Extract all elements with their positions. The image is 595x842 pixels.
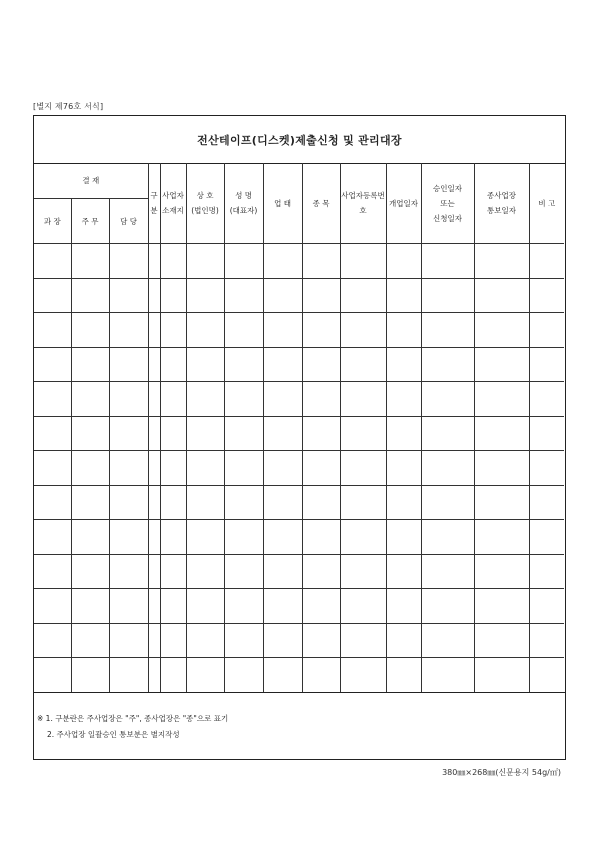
table-cell[interactable] [529,451,564,486]
table-cell[interactable] [71,451,109,486]
col-trade-name [186,163,224,244]
table-cell[interactable] [71,244,109,279]
table-cell[interactable] [421,278,474,313]
table-cell[interactable] [529,520,564,555]
table-cell[interactable] [71,313,109,348]
table-row [34,623,564,658]
table-cell[interactable] [109,623,148,658]
col-business-type: 업 태 [263,163,302,244]
table-cell[interactable] [34,278,71,313]
table-cell[interactable] [302,658,340,693]
table-cell[interactable] [71,485,109,520]
table-cell[interactable] [224,520,263,555]
table-cell[interactable] [340,520,386,555]
table-cell[interactable] [160,623,186,658]
table-cell[interactable] [263,278,302,313]
table-row [34,347,564,382]
col-remarks: 비 고 [529,163,564,244]
table-row [34,416,564,451]
table-cell[interactable] [529,416,564,451]
table-row [34,520,564,555]
table-cell[interactable] [302,416,340,451]
col-category: 종 목 [302,163,340,244]
table-cell[interactable] [386,313,421,348]
table-cell[interactable] [224,623,263,658]
table-cell[interactable] [386,244,421,279]
table-cell[interactable] [529,658,564,693]
table-cell[interactable] [421,658,474,693]
table-cell[interactable] [340,382,386,417]
table-cell[interactable] [386,347,421,382]
table-cell[interactable] [109,520,148,555]
table-cell[interactable] [186,589,224,624]
table-cell[interactable] [224,554,263,589]
table-cell[interactable] [148,554,160,589]
col-name-line-2: (대표자) [229,206,258,215]
table-cell[interactable] [340,589,386,624]
table-cell[interactable] [71,589,109,624]
table-cell[interactable] [109,416,148,451]
table-cell[interactable] [340,244,386,279]
table-cell[interactable] [302,278,340,313]
table-cell[interactable] [474,244,529,279]
table-cell[interactable] [109,485,148,520]
table-cell[interactable] [263,658,302,693]
table-cell[interactable] [34,416,71,451]
table-cell[interactable] [186,623,224,658]
table-cell[interactable] [263,485,302,520]
table-cell[interactable] [71,416,109,451]
table-cell[interactable] [71,382,109,417]
table-cell[interactable] [148,278,160,313]
table-cell[interactable] [160,554,186,589]
table-cell[interactable] [186,382,224,417]
approval-header: 결 재 [34,163,148,199]
table-cell[interactable] [421,347,474,382]
table-cell[interactable] [302,451,340,486]
register-body [34,244,564,693]
form-number: [별지 제76호 서식] [33,102,104,111]
table-cell[interactable] [474,451,529,486]
table-cell[interactable] [421,554,474,589]
table-cell[interactable] [421,485,474,520]
notes [34,692,565,759]
table-cell[interactable] [148,589,160,624]
paper-spec: 380㎜×268㎜(신문용지 54g/㎡) [442,768,561,777]
table-cell[interactable] [474,623,529,658]
table-cell[interactable] [160,347,186,382]
table-cell[interactable] [302,554,340,589]
table-cell[interactable] [224,313,263,348]
table-cell[interactable] [148,451,160,486]
table-cell[interactable] [34,520,71,555]
table-cell[interactable] [186,485,224,520]
table-cell[interactable] [160,451,186,486]
table-cell[interactable] [109,382,148,417]
table-cell[interactable] [148,520,160,555]
col-gubun-line-2: 분 [150,206,158,215]
table-cell[interactable] [224,589,263,624]
table-cell[interactable] [224,658,263,693]
table-cell[interactable] [302,485,340,520]
table-cell[interactable] [421,451,474,486]
table-cell[interactable] [34,485,71,520]
table-cell[interactable] [34,347,71,382]
table-cell[interactable] [529,244,564,279]
table-cell[interactable] [263,313,302,348]
table-cell[interactable] [302,623,340,658]
table-cell[interactable] [529,347,564,382]
table-cell[interactable] [302,244,340,279]
table-cell[interactable] [263,416,302,451]
table-cell[interactable] [224,416,263,451]
table-cell[interactable] [224,347,263,382]
table-cell[interactable] [302,347,340,382]
table-cell[interactable] [148,244,160,279]
table-row [34,589,564,624]
table-cell[interactable] [160,520,186,555]
table-cell[interactable] [160,278,186,313]
col-location [160,163,186,244]
table-cell[interactable] [386,623,421,658]
table-cell[interactable] [186,520,224,555]
table-cell[interactable] [34,382,71,417]
title-row [34,116,565,164]
table-cell[interactable] [386,278,421,313]
table-cell[interactable] [148,382,160,417]
note-1: ※ 1. 구분란은 주사업장은 "주", 종사업장은 "종"으로 표기 [37,714,229,723]
table-cell[interactable] [474,347,529,382]
table-cell[interactable] [340,347,386,382]
table-cell[interactable] [529,554,564,589]
table-cell[interactable] [421,244,474,279]
table-cell[interactable] [34,313,71,348]
table-cell[interactable] [474,278,529,313]
approval-lead: 주 무 [71,199,109,244]
table-cell[interactable] [386,589,421,624]
table-cell[interactable] [109,313,148,348]
table-cell[interactable] [421,520,474,555]
table-cell[interactable] [71,347,109,382]
table-cell[interactable] [224,382,263,417]
col-approval-date [421,163,474,244]
col-trade-name-line-2: (법인명) [191,206,219,215]
table-cell[interactable] [186,244,224,279]
table-cell[interactable] [386,416,421,451]
table-cell[interactable] [34,451,71,486]
table-cell[interactable] [302,382,340,417]
table-cell[interactable] [148,658,160,693]
table-cell[interactable] [148,347,160,382]
table-cell[interactable] [160,416,186,451]
col-approval-date-line-2: 또는 [440,198,455,208]
col-name [224,163,263,244]
table-cell[interactable] [160,313,186,348]
col-trade-name-line-1: 상 호 [196,191,214,200]
table-cell[interactable] [71,658,109,693]
table-cell[interactable] [186,451,224,486]
table-cell[interactable] [302,520,340,555]
table-cell[interactable] [109,347,148,382]
table-cell[interactable] [421,589,474,624]
table-cell[interactable] [160,589,186,624]
table-cell[interactable] [186,416,224,451]
table-row [34,554,564,589]
table-cell[interactable] [421,623,474,658]
table-row [34,451,564,486]
table-cell[interactable] [34,658,71,693]
table-cell[interactable] [386,520,421,555]
table-cell[interactable] [263,244,302,279]
table-cell[interactable] [386,451,421,486]
table-cell[interactable] [529,382,564,417]
table-cell[interactable] [160,485,186,520]
table-cell[interactable] [474,382,529,417]
table-cell[interactable] [71,554,109,589]
table-cell[interactable] [386,658,421,693]
table-cell[interactable] [340,451,386,486]
col-notice-date-line-1: 종사업장 [487,191,517,200]
table-cell[interactable] [160,244,186,279]
table-row [34,244,564,279]
table-cell[interactable] [474,554,529,589]
table-cell[interactable] [263,347,302,382]
col-gubun [148,163,160,244]
table-row [34,278,564,313]
table-cell[interactable] [263,623,302,658]
table-cell[interactable] [421,382,474,417]
col-name-line-1: 성 명 [235,191,252,200]
table-cell[interactable] [340,278,386,313]
col-reg-no: 사업자등록번호 [340,163,386,244]
table-cell[interactable] [386,382,421,417]
table-cell[interactable] [263,451,302,486]
table-cell[interactable] [302,589,340,624]
table-cell[interactable] [160,382,186,417]
table-cell[interactable] [340,623,386,658]
table-cell[interactable] [474,313,529,348]
table-cell[interactable] [34,623,71,658]
table-cell[interactable] [529,589,564,624]
table-cell[interactable] [186,278,224,313]
table-cell[interactable] [529,313,564,348]
table-cell[interactable] [386,554,421,589]
table-cell[interactable] [71,623,109,658]
table-cell[interactable] [302,313,340,348]
table-cell[interactable] [340,658,386,693]
table-cell[interactable] [148,313,160,348]
table-cell[interactable] [109,278,148,313]
table-cell[interactable] [71,520,109,555]
table-cell[interactable] [186,347,224,382]
col-approval-date-line-1: 승인일자 [433,183,463,193]
table-cell[interactable] [148,485,160,520]
table-cell[interactable] [34,244,71,279]
table-cell[interactable] [263,520,302,555]
table-row [34,382,564,417]
note-2: 2. 주사업장 일괄승인 통보분은 별지작성 [47,730,180,739]
form-frame [33,115,566,760]
table-cell[interactable] [34,589,71,624]
table-cell[interactable] [186,313,224,348]
table-cell[interactable] [34,554,71,589]
table-cell[interactable] [386,485,421,520]
table-cell[interactable] [529,278,564,313]
table-cell[interactable] [186,658,224,693]
col-approval-date-line-3: 신청일자 [433,213,463,223]
col-open-date: 개업일자 [386,163,421,244]
table-cell[interactable] [109,589,148,624]
table-cell[interactable] [224,278,263,313]
table-cell[interactable] [263,382,302,417]
table-cell[interactable] [529,623,564,658]
table-cell[interactable] [160,658,186,693]
table-cell[interactable] [340,554,386,589]
col-gubun-line-1: 구 [150,191,158,200]
table-cell[interactable] [340,416,386,451]
table-cell[interactable] [109,451,148,486]
table-cell[interactable] [148,623,160,658]
table-cell[interactable] [421,416,474,451]
register-table [34,163,564,693]
table-row [34,313,564,348]
table-cell[interactable] [109,554,148,589]
table-cell[interactable] [224,244,263,279]
table-cell[interactable] [474,416,529,451]
table-cell[interactable] [109,658,148,693]
table-cell[interactable] [148,416,160,451]
table-cell[interactable] [109,244,148,279]
approval-staff: 담 당 [109,199,148,244]
approval-manager: 과 장 [34,199,71,244]
table-cell[interactable] [263,589,302,624]
table-cell[interactable] [186,554,224,589]
table-cell[interactable] [529,485,564,520]
table-cell[interactable] [421,313,474,348]
table-cell[interactable] [224,485,263,520]
col-location-line-1: 사업자 [162,191,184,200]
table-cell[interactable] [71,278,109,313]
table-cell[interactable] [224,451,263,486]
table-row [34,485,564,520]
table-cell[interactable] [340,313,386,348]
table-cell[interactable] [474,589,529,624]
form-title: 전산테이프(디스켓)제출신청 및 관리대장 [197,133,402,147]
table-cell[interactable] [474,658,529,693]
col-notice-date-line-2: 통보일자 [487,206,517,215]
table-cell[interactable] [340,485,386,520]
table-row [34,658,564,693]
table-cell[interactable] [474,520,529,555]
col-location-line-2: 소재지 [162,206,184,215]
col-notice-date [474,163,529,244]
table-cell[interactable] [263,554,302,589]
table-cell[interactable] [474,485,529,520]
